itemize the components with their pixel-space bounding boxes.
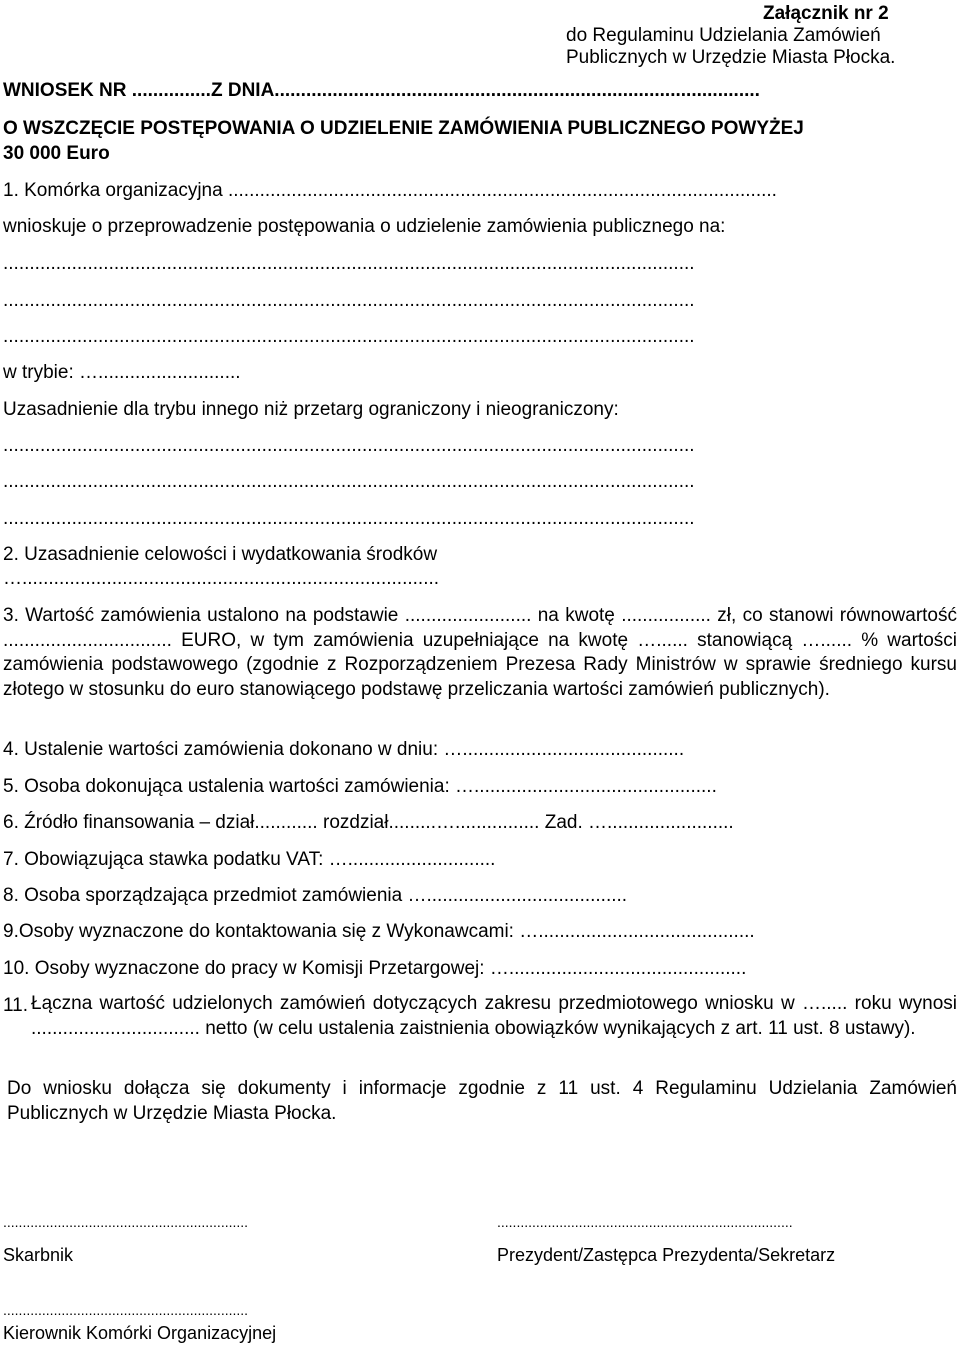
signature-kierownik: Kierownik Komórki Organizacyjnej — [3, 1323, 277, 1343]
fill-line: ................................................................................................................................... — [3, 471, 695, 492]
mode-line: w trybie: …........................... — [3, 362, 241, 383]
annex-line-3: Publicznych w Urzędzie Miasta Płocka. — [566, 47, 896, 68]
subject-line: O WSZCZĘCIE POSTĘPOWANIA O UDZIELENIE ZAMÓWIENIA PUBLICZNEGO POWYŻEJ — [3, 118, 804, 139]
item-4: 4. Ustalenie wartości zamówienia dokonano w dniu: ….......................................... — [3, 739, 685, 760]
signature-dots-left: ............................................................... — [3, 1214, 249, 1230]
item-2: 2. Uzasadnienie celowości i wydatkowania środków — [3, 544, 438, 565]
item-1-request: wnioskuje o przeprowadzenie postępowania o udzielenie zamówienia publicznego na: — [3, 216, 726, 237]
fill-line: ................................................................................................................................... — [3, 326, 695, 347]
justification-label: Uzasadnienie dla trybu innego niż przetarg ograniczony i nieograniczony: — [3, 399, 619, 420]
fill-line: ................................................................................................................................... — [3, 435, 695, 456]
item-9: 9.Osoby wyznaczone do kontaktowania się z Wykonawcami: …......................................... — [3, 921, 755, 942]
item-7: 7. Obowiązująca stawka podatku VAT: …............................ — [3, 849, 496, 870]
item-3: 3. Wartość zamówienia ustalono na podstawie ........................ na kwotę ................. zł, co stanowi równowartość ................................ EURO, w tym zamówienia uzupełniające na kwotę …...... stanowiącą …...... % wartości zamówienia podstawowego (zgodnie z Rozporządzeniem Prezesa Rady Ministrów w sprawie średniego kursu złotego w stosunku do euro stanowiącego podstawę przeliczania wartości zamówień publicznych). — [3, 605, 957, 700]
wniosek-number-line: WNIOSEK NR ...............Z DNIA............................................................................................ — [3, 80, 760, 101]
signature-dots-right: ............................................................................ — [497, 1214, 793, 1230]
item-5: 5. Osoba dokonująca ustalenia wartości zamówienia: ….............................................. — [3, 776, 717, 797]
item-2-dots: …............................................................................... — [3, 568, 440, 589]
item-1-unit: 1. Komórka organizacyjna ........................................................................................................ — [3, 180, 777, 201]
annex-line-2: do Regulaminu Udzielania Zamówień — [566, 25, 881, 46]
signature-skarbnik: Skarbnik — [3, 1245, 74, 1265]
item-11: Łączna wartość udzielonych zamówień dotyczących zakresu przedmiotowego wniosku w …..... roku wynosi ................................ netto (w celu ustalenia zaistnienia obowiązków wynikających z art. 11 ust. 8 ustawy). — [31, 993, 957, 1039]
item-6: 6. Źródło finansowania – dział............ rozdział.........…................ Zad. …........................ — [3, 812, 734, 833]
amount-line: 30 000 Euro — [3, 143, 110, 164]
closing-paragraph: Do wniosku dołącza się dokumenty i informacje zgodnie z 11 ust. 4 Regulaminu Udzielania Zamówień Publicznych w Urzędzie Miasta Płocka. — [7, 1078, 957, 1124]
fill-line: ................................................................................................................................... — [3, 290, 695, 311]
fill-line: ................................................................................................................................... — [3, 253, 695, 274]
item-10: 10. Osoby wyznaczone do pracy w Komisji Przetargowej: …............................................. — [3, 958, 747, 979]
item-8: 8. Osoba sporządzająca przedmiot zamówienia …...................................... — [3, 885, 628, 906]
annex-title: Załącznik nr 2 — [763, 3, 889, 24]
signature-dots-bottom: ............................................................... — [3, 1302, 249, 1318]
signature-prezydent: Prezydent/Zastępca Prezydenta/Sekretarz — [497, 1245, 836, 1265]
fill-line: ................................................................................................................................... — [3, 508, 695, 529]
item-11-number: 11. — [3, 995, 29, 1016]
